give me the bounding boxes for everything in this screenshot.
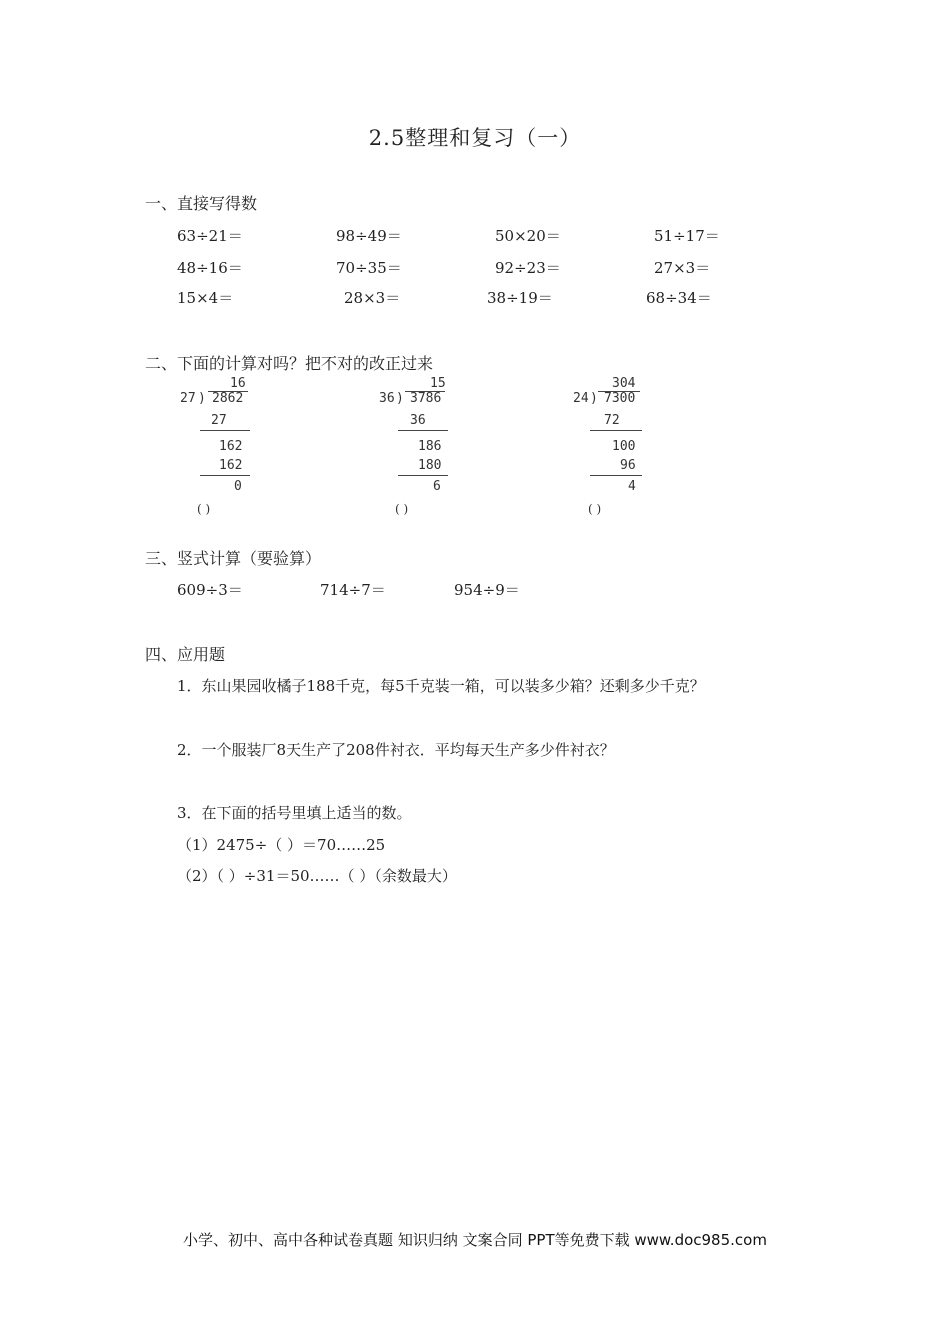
- math-item: 92÷23＝: [495, 259, 561, 277]
- remainder: 6: [433, 479, 441, 494]
- math-item: 63÷21＝: [177, 227, 243, 245]
- remainder: 0: [234, 479, 242, 494]
- section3-heading: 三、竖式计算（要验算）: [145, 549, 322, 568]
- divisor: 24: [573, 391, 589, 406]
- step: 96: [620, 458, 636, 473]
- step: 162: [219, 439, 243, 454]
- math-item: 27×3＝: [654, 259, 711, 277]
- page-title: 2.5整理和复习（一）: [368, 126, 582, 150]
- step: 27: [211, 413, 227, 428]
- math-item: 70÷35＝: [336, 259, 402, 277]
- step: 100: [612, 439, 636, 454]
- answer-parentheses: ( ): [197, 502, 211, 516]
- remainder: 4: [628, 479, 636, 494]
- math-item: 48÷16＝: [177, 259, 243, 277]
- dividend: 7300: [604, 391, 636, 406]
- math-item: 51÷17＝: [654, 227, 720, 245]
- word-problem-1: 1．东山果园收橘子188千克，每5千克装一箱，可以装多少箱？还剩多少千克？: [177, 677, 705, 695]
- divisor: 36: [379, 391, 395, 406]
- answer-parentheses: ( ): [588, 502, 602, 516]
- section4-heading: 四、应用题: [145, 645, 226, 664]
- word-problem-2: 2．一个服装厂8天生产了208件衬衣．平均每天生产多少件衬衣？: [177, 741, 615, 759]
- math-item: 38÷19＝: [487, 289, 553, 307]
- vertical-calc-item: 609÷3＝: [177, 581, 243, 599]
- vertical-calc-item: 714÷7＝: [320, 581, 386, 599]
- math-item: 68÷34＝: [646, 289, 712, 307]
- quotient: 304: [612, 376, 636, 391]
- footer-banner: 小学、初中、高中各种试卷真题 知识归纳 文案合同 PPT等免费下载 www.doc985.com: [183, 1231, 767, 1249]
- word-problem-3-part2: （2）（ ）÷31＝50……（ ）（余数最大）: [177, 867, 457, 885]
- dividend: 2862: [212, 391, 244, 406]
- step: 72: [604, 413, 620, 428]
- math-item: 50×20＝: [495, 227, 561, 245]
- word-problem-3-part1: （1）2475÷（ ）＝70……25: [177, 836, 386, 854]
- vertical-calc-item: 954÷9＝: [454, 581, 520, 599]
- step: 162: [219, 458, 243, 473]
- dividend: 3786: [410, 391, 442, 406]
- section1-heading: 一、直接写得数: [145, 194, 258, 213]
- quotient: 16: [230, 376, 246, 391]
- step: 36: [410, 413, 426, 428]
- math-item: 28×3＝: [344, 289, 401, 307]
- math-item: 98÷49＝: [336, 227, 402, 245]
- step: 180: [418, 458, 442, 473]
- step: 186: [418, 439, 442, 454]
- answer-parentheses: ( ): [395, 502, 409, 516]
- word-problem-3: 3．在下面的括号里填上适当的数。: [177, 804, 412, 822]
- quotient: 15: [430, 376, 446, 391]
- section2-heading: 二、下面的计算对吗？把不对的改正过来: [145, 354, 434, 373]
- math-item: 15×4＝: [177, 289, 234, 307]
- divisor: 27: [180, 391, 196, 406]
